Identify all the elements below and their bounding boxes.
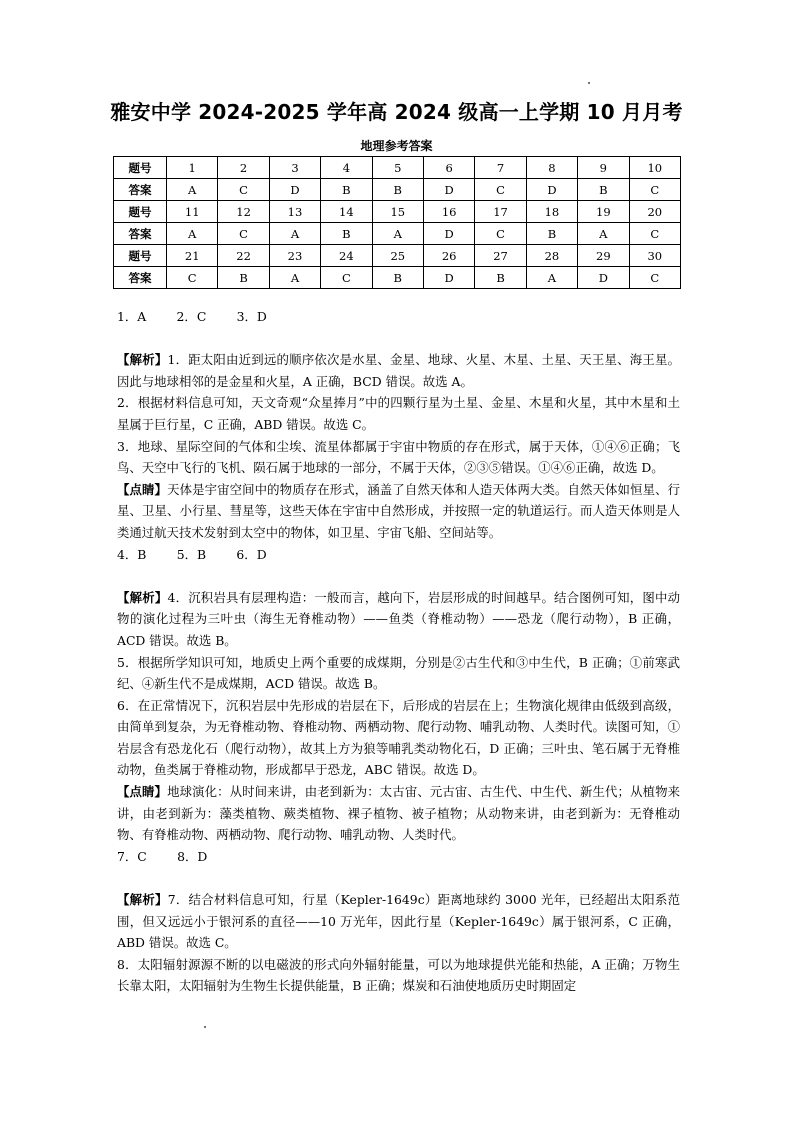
answer-cell: B <box>526 223 577 245</box>
number-cell: 7 <box>475 157 526 179</box>
answer-cell: A <box>269 223 320 245</box>
number-cell: 13 <box>269 201 320 223</box>
solution-q1-text: 1．距太阳由近到远的顺序依次是水星、金星、地球、火星、木星、土星、天王星、海王星。因此与地球相邻的是金星和火星，A 正确，BCD 错误。故选 A。 <box>117 352 680 389</box>
row-header-answer: 答案 <box>114 179 167 201</box>
tip-group-2 <box>117 781 680 846</box>
answer-table-row-number <box>114 201 681 223</box>
answer-table-row-answer <box>114 267 681 289</box>
solution-q7-text: 7．结合材料信息可知，行星（Kepler-1649c）距离地球约 3000 光年，已经超出太阳系范围，但又远远小于银河系的直径——10 万光年，因此行星（Kepler-1649c）属于银河系，C 正确，ABD 错误。故选 C。 <box>117 892 681 951</box>
tip-group-2-text: 地球演化：从时间来讲，由老到新为：太古宙、元古宙、古生代、中生代、新生代；从植物来讲，由老到新为：藻类植物、蕨类植物、裸子植物、被子植物；从动物来讲，由老到新为：无脊椎动物、有脊椎动物、两栖动物、爬行动物、哺乳动物、人类时代。 <box>117 784 681 843</box>
number-cell: 15 <box>372 201 423 223</box>
number-cell: 9 <box>578 157 629 179</box>
tip-group-1 <box>117 479 680 544</box>
answer-cell: D <box>423 267 474 289</box>
tip-tag: 【点睛】 <box>117 784 168 800</box>
number-cell: 20 <box>629 201 680 223</box>
answer-cell: C <box>475 223 526 245</box>
tip-tag: 【点睛】 <box>117 481 168 497</box>
solution-q8: 8．太阳辐射源源不断的以电磁波的形式向外辐射能量，可以为地球提供光能和热能，A 正确；万物生长靠太阳，太阳辐射为生物生长提供能量，B 正确；煤炭和石油使地质历史时期固定 <box>117 956 680 994</box>
number-cell: 21 <box>167 245 218 267</box>
answer-cell: D <box>423 179 474 201</box>
blank-line <box>117 328 680 350</box>
solution-q4-text: 4．沉积岩具有层理构造：一般而言，越向下，岩层形成的时间越早。结合图例可知，图中动物的演化过程为三叶虫（海生无脊椎动物）——鱼类（脊椎动物）——恐龙（爬行动物），B 正确，ACD 错误。故选 B。 <box>117 589 680 648</box>
answer-line-7-8: 7．C 8．D <box>117 848 208 864</box>
answer-cell: C <box>475 179 526 201</box>
row-header-answer: 答案 <box>114 223 167 245</box>
analysis-tag: 【解析】 <box>117 589 168 605</box>
number-cell: 22 <box>218 245 269 267</box>
answer-cell: A <box>269 267 320 289</box>
number-cell: 16 <box>423 201 474 223</box>
solution-q3: 3．地球、星际空间的气体和尘埃、流星体都属于宇宙中物质的存在形式，属于天体，①④⑥正确；飞鸟、天空中飞行的飞机、陨石属于地球的一部分，不属于天体，②③⑤错误。①④⑥正确，故选 D。 <box>117 438 680 476</box>
number-cell: 5 <box>372 157 423 179</box>
blank-line <box>117 867 680 889</box>
number-cell: 30 <box>629 245 680 267</box>
number-cell: 28 <box>526 245 577 267</box>
row-header-number: 题号 <box>114 157 167 179</box>
number-cell: 25 <box>372 245 423 267</box>
answer-table-row-answer <box>114 179 681 201</box>
solution-q2: 2．根据材料信息可知，天文奇观“众星捧月”中的四颗行星为土星、金星、木星和火星，其中木星和土星属于巨行星，C 正确，ABD 错误。故选 C。 <box>117 395 680 432</box>
number-cell: 27 <box>475 245 526 267</box>
answer-cell: A <box>372 223 423 245</box>
answer-table-body <box>114 157 681 289</box>
number-cell: 11 <box>167 201 218 223</box>
answer-cell: A <box>167 223 218 245</box>
blank-line <box>117 565 680 587</box>
answer-table-row-number <box>114 157 681 179</box>
answer-cell: C <box>629 223 680 245</box>
answer-cell: A <box>578 223 629 245</box>
answer-table-row-answer <box>114 223 681 245</box>
answer-table-row-number <box>114 245 681 267</box>
tip-group-1-text: 天体是宇宙空间中的物质存在形式，涵盖了自然天体和人造天体两大类。自然天体如恒星、行星、卫星、小行星、彗星等，这些天体在宇宙中自然形成，并按照一定的轨道运行。而人造天体则是人类通过航天技术发射到太空中的物体，如卫星、宇宙飞船、空间站等。 <box>117 481 681 540</box>
number-cell: 4 <box>321 157 372 179</box>
answer-cell: C <box>218 223 269 245</box>
scan-dot-bottom <box>204 1026 206 1028</box>
answer-cell: D <box>269 179 320 201</box>
answer-cell: C <box>629 179 680 201</box>
answer-cell: C <box>321 267 372 289</box>
answer-cell: D <box>526 179 577 201</box>
solution-q4 <box>117 587 680 652</box>
answer-cell: C <box>167 267 218 289</box>
number-cell: 19 <box>578 201 629 223</box>
answer-cell: B <box>372 267 423 289</box>
number-cell: 23 <box>269 245 320 267</box>
answer-cell: B <box>321 223 372 245</box>
answer-line-4-6: 4．B 5．B 6．D <box>117 546 267 562</box>
answer-cell: D <box>578 267 629 289</box>
number-cell: 14 <box>321 201 372 223</box>
analysis-tag: 【解析】 <box>117 892 168 908</box>
number-cell: 1 <box>167 157 218 179</box>
solution-q6: 6．在正常情况下，沉积岩层中先形成的岩层在下，后形成的岩层在上；生物演化规律由低级到高级，由简单到复杂，为无脊椎动物、脊椎动物、两栖动物、爬行动物、哺乳动物、人类时代。读图可知，①岩层含有恐龙化石（爬行动物），故其上方为狼等哺乳类动物化石，D 正确；三叶虫、笔石属于无脊椎动物，鱼类属于脊椎动物，形成都早于恐龙，ABC 错误。故选 D。 <box>117 697 680 778</box>
answer-cell: D <box>423 223 474 245</box>
solution-q5: 5．根据所学知识可知，地质史上两个重要的成煤期，分别是②古生代和③中生代，B 正确；①前寒武纪、④新生代不是成煤期，ACD 错误。故选 B。 <box>117 654 680 692</box>
answer-cell: B <box>578 179 629 201</box>
answer-cell: B <box>475 267 526 289</box>
answer-cell: B <box>218 267 269 289</box>
number-cell: 29 <box>578 245 629 267</box>
number-cell: 18 <box>526 201 577 223</box>
number-cell: 8 <box>526 157 577 179</box>
analysis-tag: 【解析】 <box>117 352 168 368</box>
number-cell: 3 <box>269 157 320 179</box>
answer-cell: B <box>321 179 372 201</box>
answer-cell: C <box>629 267 680 289</box>
row-header-number: 题号 <box>114 245 167 267</box>
row-header-number: 题号 <box>114 201 167 223</box>
number-cell: 12 <box>218 201 269 223</box>
answer-cell: C <box>218 179 269 201</box>
number-cell: 26 <box>423 245 474 267</box>
page-title: 雅安中学 2024-2025 学年高 2024 级高一上学期 10 月月考 <box>110 100 683 124</box>
answer-cell: A <box>526 267 577 289</box>
number-cell: 10 <box>629 157 680 179</box>
page-subtitle: 地理参考答案 <box>360 139 433 153</box>
solution-q1 <box>117 349 680 392</box>
solution-q7 <box>117 889 680 954</box>
answer-cell: A <box>167 179 218 201</box>
solutions-body <box>117 306 680 997</box>
number-cell: 2 <box>218 157 269 179</box>
number-cell: 17 <box>475 201 526 223</box>
number-cell: 24 <box>321 245 372 267</box>
scan-dot-top <box>588 82 590 84</box>
row-header-answer: 答案 <box>114 267 167 289</box>
answer-table <box>113 156 681 289</box>
answer-cell: B <box>372 179 423 201</box>
number-cell: 6 <box>423 157 474 179</box>
answer-line-1-3: 1．A 2．C 3．D <box>117 309 267 324</box>
